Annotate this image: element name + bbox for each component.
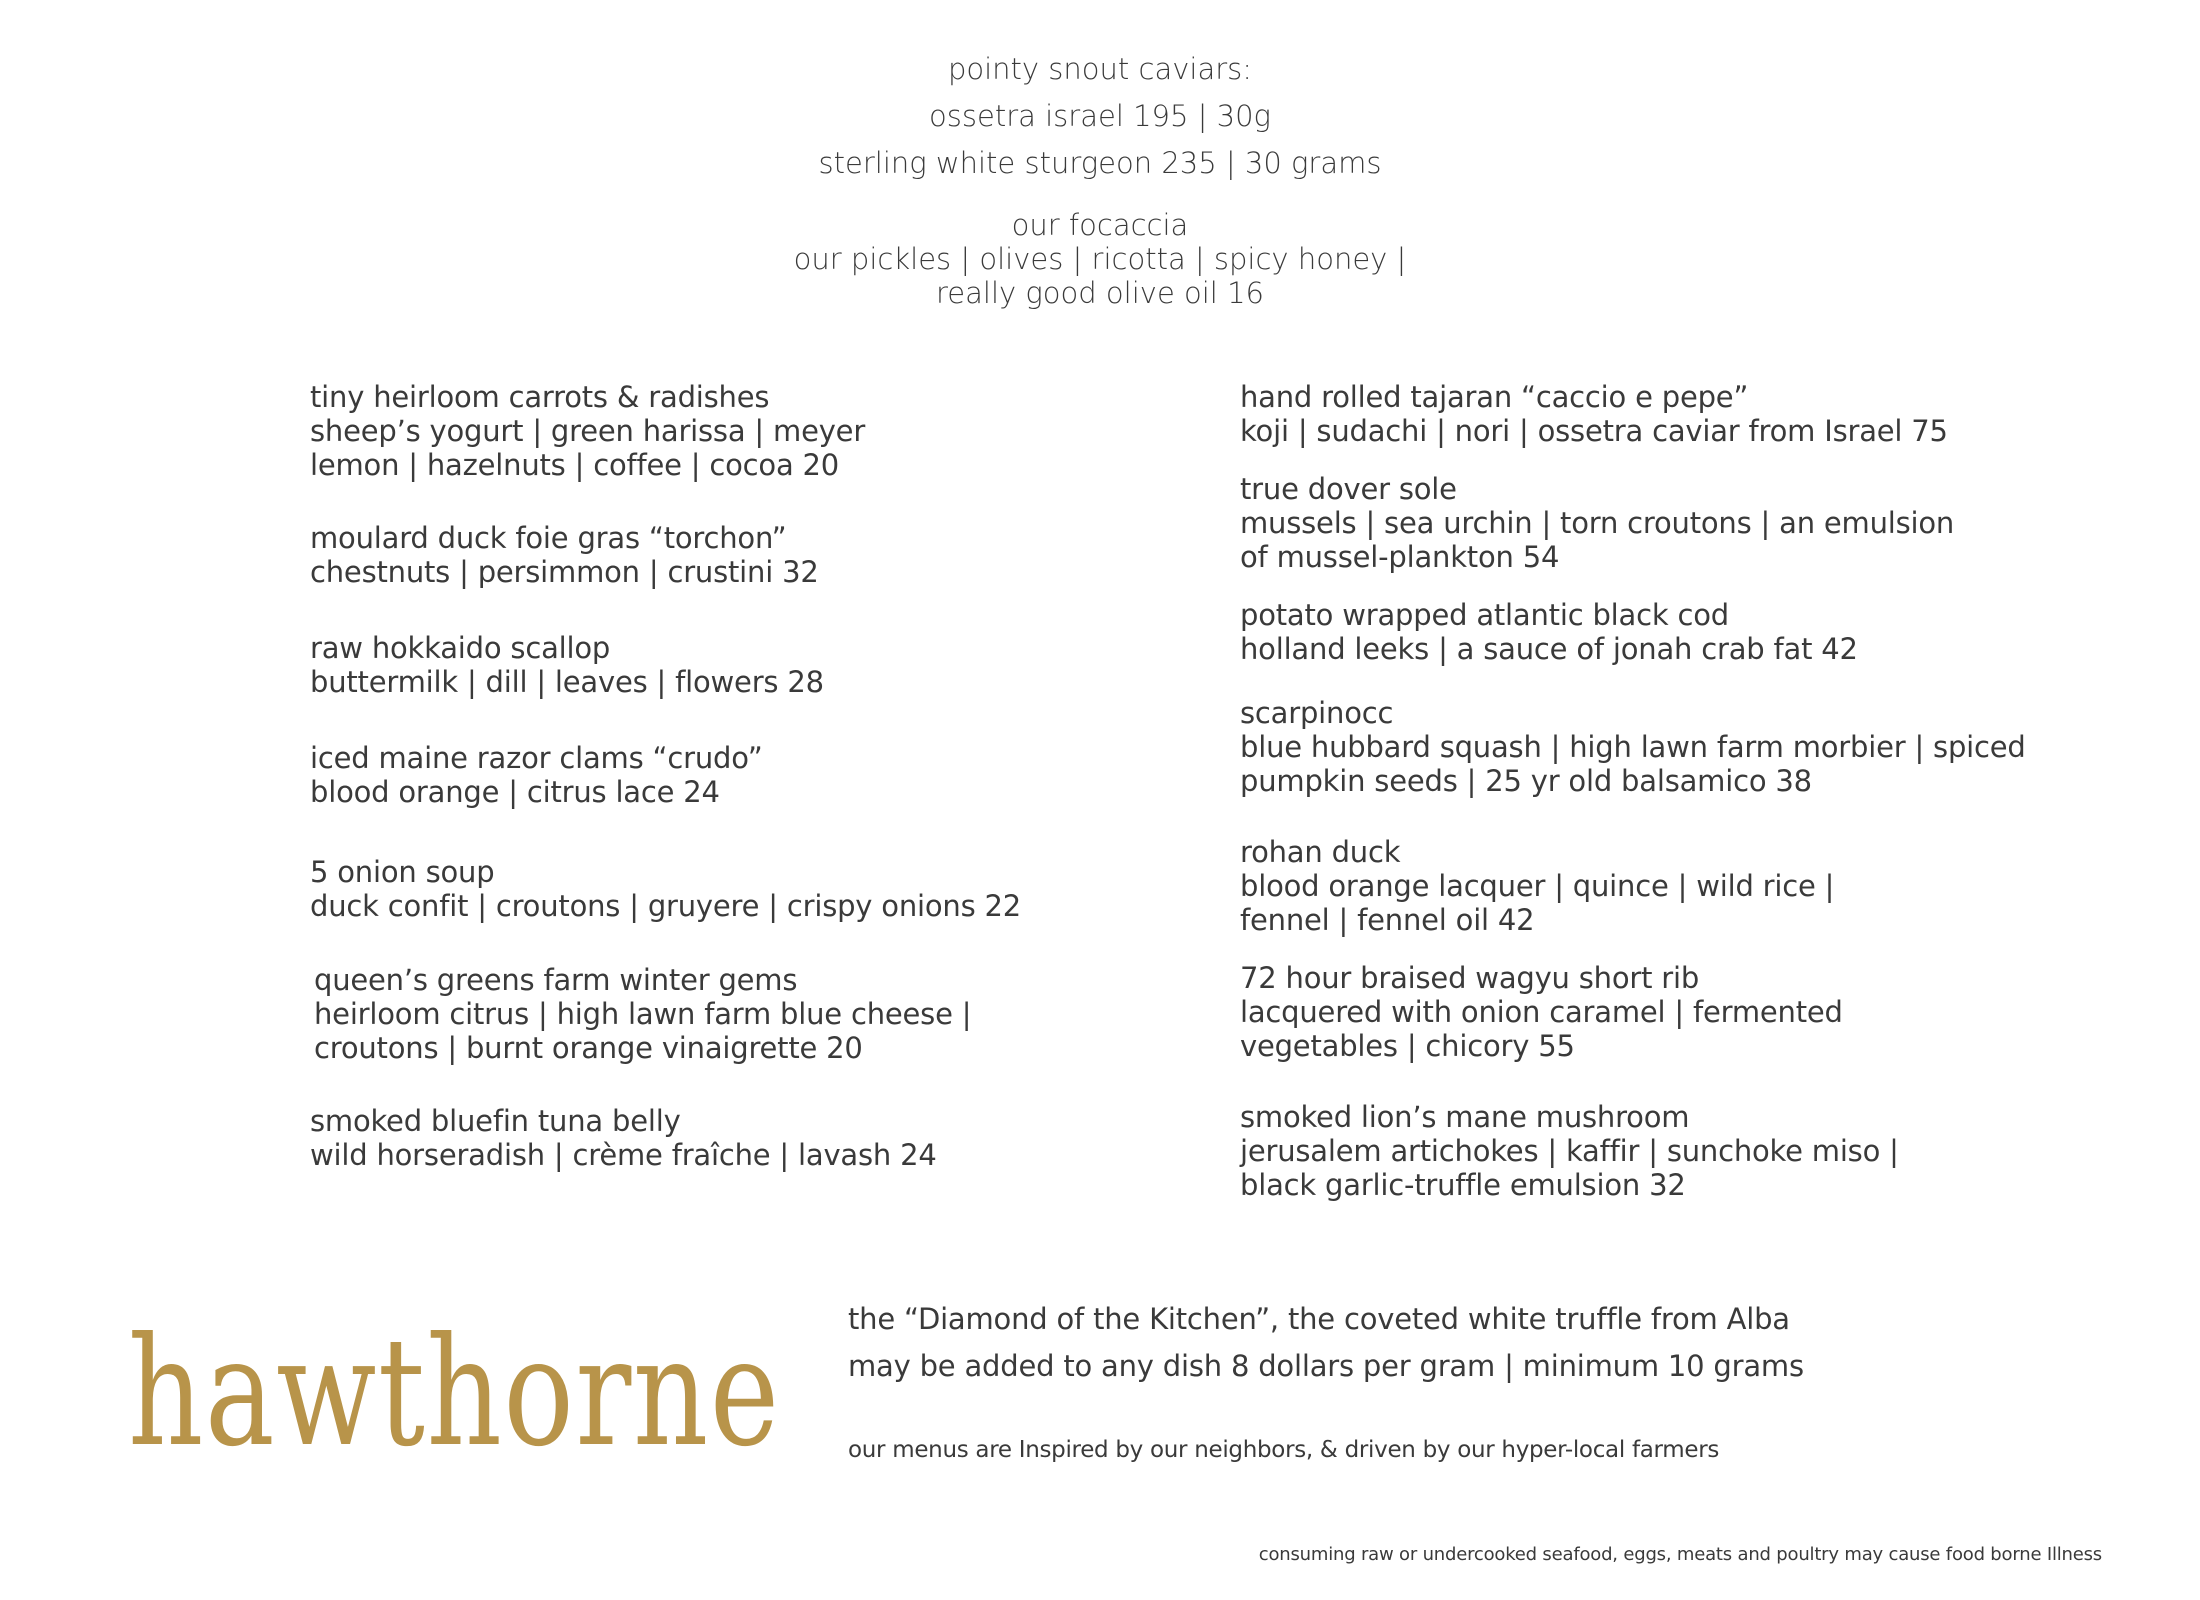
truffle-note [848, 1302, 1804, 1396]
menu-item [314, 963, 1194, 1065]
dish-description: buttermilk | dill | leaves | flowers 28 [310, 665, 824, 699]
focaccia-line: our pickles | olives | ricotta | spicy honey | [793, 242, 1407, 276]
dish-description: lemon | hazelnuts | coffee | cocoa 20 [310, 448, 840, 482]
dish-name: 5 onion soup [310, 855, 495, 889]
focaccia-section [0, 208, 2200, 310]
menu-item [310, 380, 1190, 482]
dish-description: sheep’s yogurt | green harissa | meyer [310, 414, 866, 448]
dish-description: lacquered with onion caramel | fermented [1240, 995, 1843, 1029]
dish-description: chestnuts | persimmon | crustini 32 [310, 555, 819, 589]
menu-item [1240, 1100, 2040, 1202]
menu-item [1240, 598, 2040, 666]
dish-name: potato wrapped atlantic black cod [1240, 598, 1729, 632]
menu-item [310, 521, 1190, 589]
truffle-line: the “Diamond of the Kitchen”, the coveted white truffle from Alba [848, 1302, 1790, 1336]
dish-name: true dover sole [1240, 472, 1457, 506]
menu-item [1240, 835, 2040, 937]
dish-description: blood orange lacquer | quince | wild rice | [1240, 869, 1835, 903]
caviar-section [0, 52, 2200, 193]
dish-description: fennel | fennel oil 42 [1240, 903, 1535, 937]
hawthorne-logo: hawthorne [128, 1306, 781, 1480]
food-safety-disclaimer: consuming raw or undercooked seafood, eggs, meats and poultry may cause food borne Illness [1258, 1544, 2102, 1565]
dish-description: heirloom citrus | high lawn farm blue cheese | [314, 997, 972, 1031]
dish-description: vegetables | chicory 55 [1240, 1029, 1575, 1063]
focaccia-line: our focaccia [1011, 208, 1189, 242]
inspired-statement: our menus are Inspired by our neighbors, & driven by our hyper-local farmers [848, 1437, 1720, 1463]
dish-description: holland leeks | a sauce of jonah crab fat 42 [1240, 632, 1858, 666]
dish-description: koji | sudachi | nori | ossetra caviar from Israel 75 [1240, 414, 1948, 448]
dish-name: smoked lion’s mane mushroom [1240, 1100, 1690, 1134]
dish-name: raw hokkaido scallop [310, 631, 611, 665]
truffle-line: may be added to any dish 8 dollars per gram | minimum 10 grams [848, 1349, 1804, 1383]
dish-name: smoked bluefin tuna belly [310, 1104, 681, 1138]
dish-name: tiny heirloom carrots & radishes [310, 380, 770, 414]
menu-item [1240, 696, 2040, 798]
dish-description: wild horseradish | crème fraîche | lavash 24 [310, 1138, 937, 1172]
dish-description: jerusalem artichokes | kaffir | sunchoke miso | [1240, 1134, 1899, 1168]
dish-name: queen’s greens farm winter gems [314, 963, 798, 997]
menu-item [1240, 380, 2040, 448]
caviar-item: sterling white sturgeon 235 | 30 grams [818, 146, 1382, 180]
dish-description: blood orange | citrus lace 24 [310, 775, 720, 809]
dish-description: duck confit | croutons | gruyere | crispy onions 22 [310, 889, 1022, 923]
menu-item [310, 631, 1190, 699]
dish-name: hand rolled tajaran “caccio e pepe” [1240, 380, 1749, 414]
dish-name: 72 hour braised wagyu short rib [1240, 961, 1700, 995]
dish-description: black garlic-truffle emulsion 32 [1240, 1168, 1686, 1202]
focaccia-line: really good olive oil 16 [936, 276, 1264, 310]
dish-name: rohan duck [1240, 835, 1401, 869]
caviar-item: ossetra israel 195 | 30g [929, 99, 1271, 133]
dish-name: moulard duck foie gras “torchon” [310, 521, 787, 555]
dish-name: iced maine razor clams “crudo” [310, 741, 763, 775]
menu-item [310, 741, 1190, 809]
menu-item [1240, 961, 2040, 1063]
menu-item [310, 1104, 1190, 1172]
dish-name: scarpinocc [1240, 696, 1394, 730]
dish-description: croutons | burnt orange vinaigrette 20 [314, 1031, 863, 1065]
caviar-title: pointy snout caviars: [947, 52, 1253, 86]
dish-description: pumpkin seeds | 25 yr old balsamico 38 [1240, 764, 1812, 798]
dish-description: blue hubbard squash | high lawn farm morbier | spiced [1240, 730, 2026, 764]
menu-item [1240, 472, 2040, 574]
dish-description: of mussel-plankton 54 [1240, 540, 1560, 574]
dish-description: mussels | sea urchin | torn croutons | an emulsion [1240, 506, 1955, 540]
menu-item [310, 855, 1190, 923]
